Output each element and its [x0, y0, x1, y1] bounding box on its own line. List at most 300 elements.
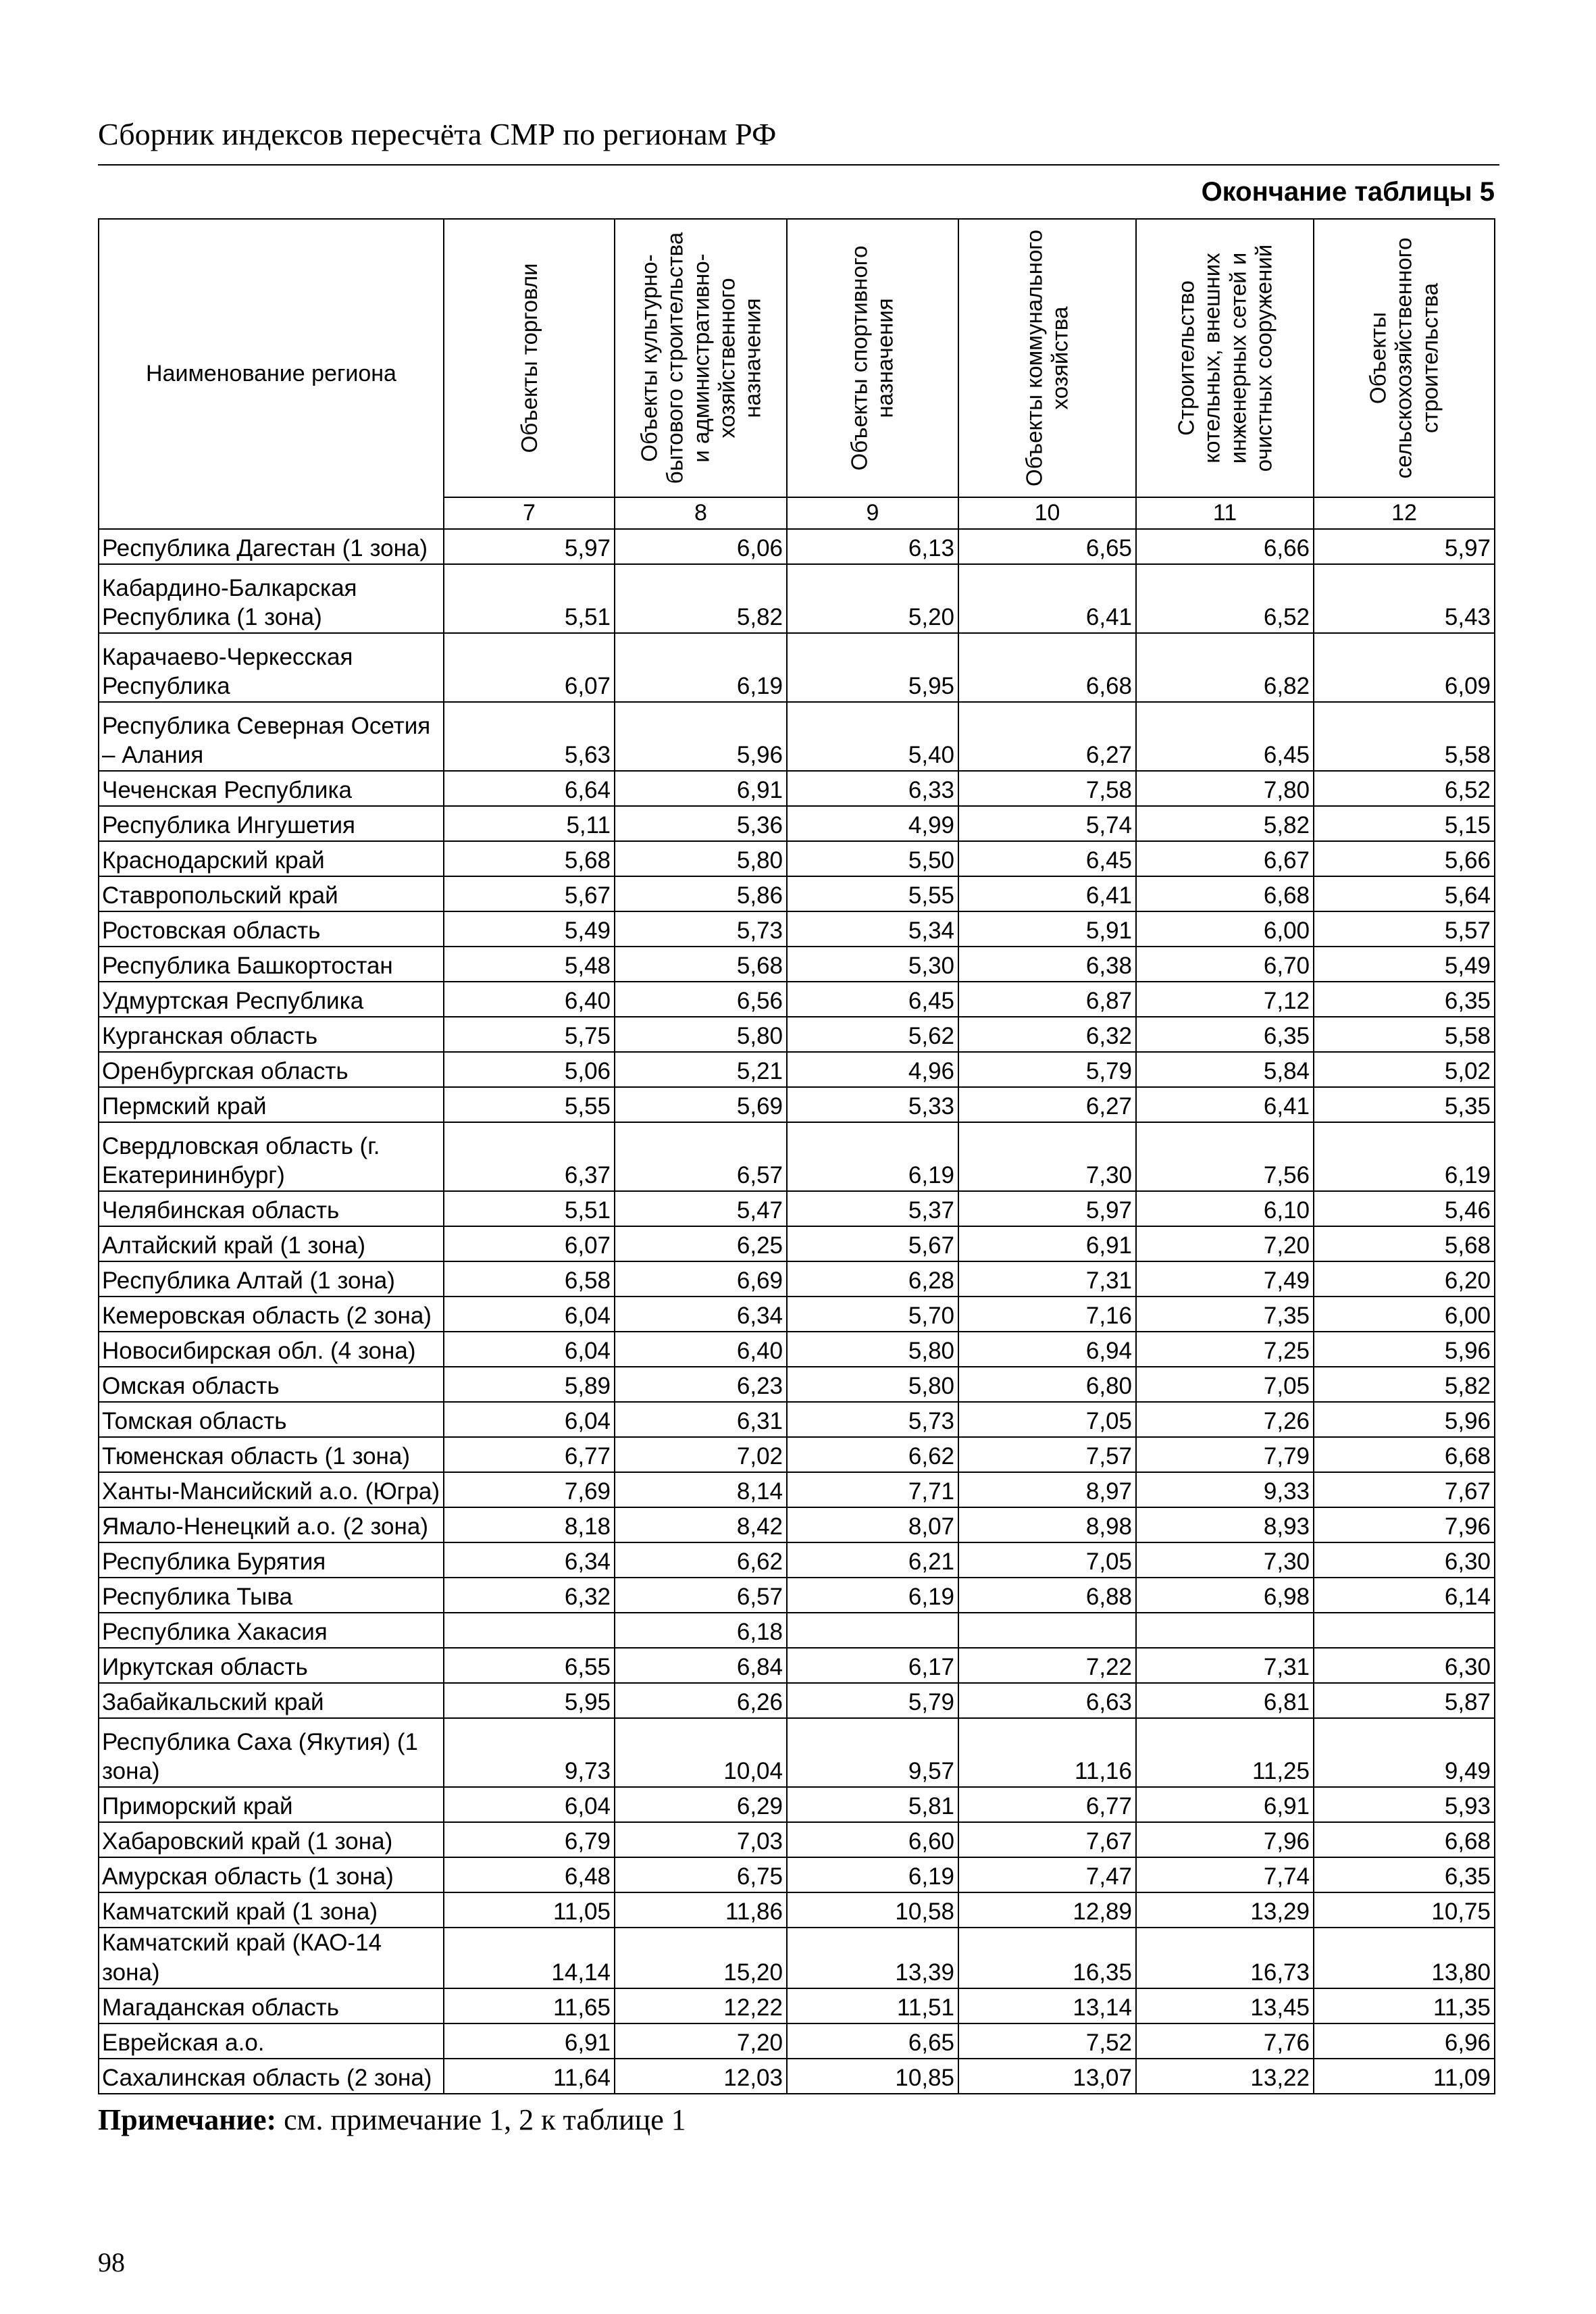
table-note: [98, 2103, 686, 2137]
index-value-cell: 6,35: [1314, 982, 1495, 1017]
index-value-cell: 5,96: [1314, 1402, 1495, 1437]
index-value-cell: 5,68: [1314, 1226, 1495, 1261]
index-value-cell: 6,04: [444, 1332, 615, 1367]
table-row: [99, 1261, 1495, 1297]
index-value-cell: 7,56: [1136, 1122, 1314, 1191]
index-value-cell: 5,79: [787, 1683, 958, 1718]
table-row: [99, 1988, 1495, 2023]
index-value-cell: 6,40: [444, 982, 615, 1017]
index-value-cell: 5,70: [787, 1297, 958, 1332]
column-number: 12: [1314, 497, 1495, 529]
index-value-cell: 5,33: [787, 1087, 958, 1122]
index-value-cell: 7,30: [1136, 1542, 1314, 1578]
column-number: 11: [1136, 497, 1314, 529]
index-value-cell: 6,26: [615, 1683, 787, 1718]
region-name-cell: Забайкальский край: [99, 1683, 444, 1718]
index-value-cell: 5,58: [1314, 702, 1495, 771]
region-name-cell: Кемеровская область (2 зона): [99, 1297, 444, 1332]
index-value-cell: 10,04: [615, 1718, 787, 1787]
index-value-cell: 6,35: [1314, 1857, 1495, 1892]
region-name-cell: Омская область: [99, 1367, 444, 1402]
index-value-cell: 6,69: [615, 1261, 787, 1297]
index-value-cell: 9,49: [1314, 1718, 1495, 1787]
index-value-cell: 6,19: [1314, 1122, 1495, 1191]
table-row: [99, 1226, 1495, 1261]
index-value-cell: 11,05: [444, 1892, 615, 1928]
index-value-cell: 6,29: [615, 1787, 787, 1822]
table-row: [99, 1928, 1495, 1988]
index-value-cell: 6,57: [615, 1578, 787, 1613]
index-value-cell: 5,91: [958, 911, 1136, 947]
table-row: [99, 2023, 1495, 2059]
region-name-cell: Оренбургская область: [99, 1052, 444, 1087]
index-value-cell: 13,29: [1136, 1892, 1314, 1928]
column-header-communal: [958, 219, 1136, 497]
index-value-cell: 5,06: [444, 1052, 615, 1087]
table-row: [99, 1578, 1495, 1613]
index-value-cell: 6,45: [787, 982, 958, 1017]
index-value-cell: 6,87: [958, 982, 1136, 1017]
region-name-cell: Алтайский край (1 зона): [99, 1226, 444, 1261]
region-name-cell: Новосибирская обл. (4 зона): [99, 1332, 444, 1367]
index-value-cell: 11,86: [615, 1892, 787, 1928]
index-value-cell: 5,75: [444, 1017, 615, 1052]
index-value-cell: 6,64: [444, 771, 615, 806]
index-value-cell: 7,20: [615, 2023, 787, 2059]
running-title: Сборник индексов пересчёта СМР по регионам РФ: [98, 117, 777, 151]
index-value-cell: 7,47: [958, 1857, 1136, 1892]
table-row: [99, 1892, 1495, 1928]
index-value-cell: 11,09: [1314, 2059, 1495, 2094]
index-value-cell: 6,07: [444, 1226, 615, 1261]
region-name-cell: Челябинская область: [99, 1191, 444, 1226]
index-value-cell: 6,34: [615, 1297, 787, 1332]
index-value-cell: 5,46: [1314, 1191, 1495, 1226]
index-value-cell: 5,48: [444, 947, 615, 982]
index-value-cell: 5,96: [615, 702, 787, 771]
table-row: [99, 1542, 1495, 1578]
column-header-label: Строительство котельных, внешних инженерных сетей и очистных сооружений: [1173, 244, 1276, 472]
table-row: [99, 1613, 1495, 1648]
index-value-cell: [1314, 1613, 1495, 1648]
index-value-cell: 12,22: [615, 1988, 787, 2023]
index-value-cell: 6,33: [787, 771, 958, 806]
index-value-cell: 5,80: [787, 1367, 958, 1402]
index-value-cell: 7,79: [1136, 1437, 1314, 1472]
region-name-cell: Кабардино-Балкарская Республика (1 зона): [99, 564, 444, 633]
index-value-cell: 7,96: [1136, 1822, 1314, 1857]
index-value-cell: 6,77: [958, 1787, 1136, 1822]
table-row: [99, 1857, 1495, 1892]
region-name-cell: Магаданская область: [99, 1988, 444, 2023]
index-value-cell: 9,57: [787, 1718, 958, 1787]
index-value-cell: 13,07: [958, 2059, 1136, 2094]
index-value-cell: 7,31: [958, 1261, 1136, 1297]
region-name-cell: Ростовская область: [99, 911, 444, 947]
table-row: [99, 1822, 1495, 1857]
region-name-cell: Томская область: [99, 1402, 444, 1437]
column-header-label: Объекты спортивного назначения: [846, 245, 898, 471]
index-value-cell: 5,68: [615, 947, 787, 982]
column-header-boilers: [1136, 219, 1314, 497]
region-name-cell: Пермский край: [99, 1087, 444, 1122]
column-header-label: Объекты сельскохозяйственного строительства: [1365, 237, 1443, 479]
index-value-cell: 6,48: [444, 1857, 615, 1892]
index-value-cell: 7,80: [1136, 771, 1314, 806]
index-value-cell: [958, 1613, 1136, 1648]
index-value-cell: 5,73: [787, 1402, 958, 1437]
index-value-cell: 5,96: [1314, 1332, 1495, 1367]
index-value-cell: 6,63: [958, 1683, 1136, 1718]
index-value-cell: 6,20: [1314, 1261, 1495, 1297]
index-value-cell: 4,99: [787, 806, 958, 841]
region-name-cell: Ханты-Мансийский а.о. (Югра): [99, 1472, 444, 1507]
index-value-cell: 6,27: [958, 702, 1136, 771]
column-header-cultural: [615, 219, 787, 497]
index-value-cell: 7,74: [1136, 1857, 1314, 1892]
column-number: 10: [958, 497, 1136, 529]
table-row: [99, 2059, 1495, 2094]
index-value-cell: 8,14: [615, 1472, 787, 1507]
region-name-cell: Тюменская область (1 зона): [99, 1437, 444, 1472]
table-row: [99, 1052, 1495, 1087]
index-value-cell: 15,20: [615, 1928, 787, 1988]
index-value-cell: 5,20: [787, 564, 958, 633]
index-value-cell: 7,71: [787, 1472, 958, 1507]
index-value-cell: 6,81: [1136, 1683, 1314, 1718]
index-value-cell: 7,12: [1136, 982, 1314, 1017]
region-name-cell: Республика Северная Осетия – Алания: [99, 702, 444, 771]
index-value-cell: 6,68: [958, 633, 1136, 702]
header-rule: [98, 164, 1499, 166]
index-value-cell: 6,27: [958, 1087, 1136, 1122]
region-name-cell: Республика Бурятия: [99, 1542, 444, 1578]
index-value-cell: 8,93: [1136, 1507, 1314, 1542]
table-row: [99, 1087, 1495, 1122]
index-value-cell: 5,97: [444, 529, 615, 564]
index-value-cell: 5,84: [1136, 1052, 1314, 1087]
table-row: [99, 1787, 1495, 1822]
index-value-cell: 7,58: [958, 771, 1136, 806]
index-value-cell: 6,79: [444, 1822, 615, 1857]
index-value-cell: 7,16: [958, 1297, 1136, 1332]
index-value-cell: 11,16: [958, 1718, 1136, 1787]
index-value-cell: 11,65: [444, 1988, 615, 2023]
region-name-cell: Республика Саха (Якутия) (1 зона): [99, 1718, 444, 1787]
index-value-cell: 6,40: [615, 1332, 787, 1367]
table-row: [99, 564, 1495, 633]
index-value-cell: 5,95: [444, 1683, 615, 1718]
index-value-cell: 6,37: [444, 1122, 615, 1191]
index-value-cell: 6,09: [1314, 633, 1495, 702]
index-value-cell: 11,25: [1136, 1718, 1314, 1787]
column-header-label: Объекты культурно-бытового строительства и административно-хозяйственного назначения: [636, 232, 765, 484]
index-value-cell: 5,51: [444, 564, 615, 633]
index-value-cell: 5,80: [615, 841, 787, 876]
index-value-cell: 5,02: [1314, 1052, 1495, 1087]
region-name-cell: Иркутская область: [99, 1648, 444, 1683]
index-value-cell: 7,67: [1314, 1472, 1495, 1507]
index-value-cell: 6,66: [1136, 529, 1314, 564]
column-number: 9: [787, 497, 958, 529]
index-value-cell: 6,04: [444, 1787, 615, 1822]
index-value-cell: 8,07: [787, 1507, 958, 1542]
index-value-cell: 6,35: [1136, 1017, 1314, 1052]
index-value-cell: 13,14: [958, 1988, 1136, 2023]
index-value-cell: 6,21: [787, 1542, 958, 1578]
region-name-cell: Республика Дагестан (1 зона): [99, 529, 444, 564]
index-value-cell: 7,67: [958, 1822, 1136, 1857]
index-value-cell: 6,70: [1136, 947, 1314, 982]
index-value-cell: 5,40: [787, 702, 958, 771]
index-value-cell: 11,64: [444, 2059, 615, 2094]
index-value-cell: 6,41: [1136, 1087, 1314, 1122]
column-header-label: Объекты торговли: [516, 263, 542, 453]
column-header-trade: [444, 219, 615, 497]
table-row: [99, 771, 1495, 806]
index-value-cell: 5,97: [958, 1191, 1136, 1226]
index-value-cell: 8,18: [444, 1507, 615, 1542]
coefficients-table: [98, 218, 1495, 2094]
index-value-cell: 11,51: [787, 1988, 958, 2023]
index-value-cell: 6,68: [1314, 1822, 1495, 1857]
table-row: [99, 911, 1495, 947]
table-body: [99, 529, 1495, 2094]
index-value-cell: 6,56: [615, 982, 787, 1017]
index-value-cell: 6,82: [1136, 633, 1314, 702]
region-name-cell: Ямало-Ненецкий а.о. (2 зона): [99, 1507, 444, 1542]
column-header-label: Объекты коммунального хозяйства: [1021, 230, 1073, 486]
index-value-cell: 6,91: [1136, 1787, 1314, 1822]
table-row: [99, 1332, 1495, 1367]
index-value-cell: 7,02: [615, 1437, 787, 1472]
index-value-cell: 5,63: [444, 702, 615, 771]
index-value-cell: 5,50: [787, 841, 958, 876]
region-name-cell: Краснодарский край: [99, 841, 444, 876]
column-header-agricultural: [1314, 219, 1495, 497]
table-row: [99, 1017, 1495, 1052]
index-value-cell: 7,22: [958, 1648, 1136, 1683]
index-value-cell: 6,67: [1136, 841, 1314, 876]
index-value-cell: 5,21: [615, 1052, 787, 1087]
table-row: [99, 1472, 1495, 1507]
table-row: [99, 1367, 1495, 1402]
table-row: [99, 1297, 1495, 1332]
index-value-cell: 6,13: [787, 529, 958, 564]
index-value-cell: 5,82: [1314, 1367, 1495, 1402]
region-name-cell: Ставропольский край: [99, 876, 444, 911]
index-value-cell: 7,26: [1136, 1402, 1314, 1437]
index-value-cell: 6,41: [958, 564, 1136, 633]
index-value-cell: 5,82: [1136, 806, 1314, 841]
index-value-cell: 6,91: [615, 771, 787, 806]
region-name-cell: Хабаровский край (1 зона): [99, 1822, 444, 1857]
index-value-cell: 6,55: [444, 1648, 615, 1683]
index-value-cell: 16,73: [1136, 1928, 1314, 1988]
index-value-cell: 5,80: [787, 1332, 958, 1367]
index-value-cell: 5,69: [615, 1087, 787, 1122]
index-value-cell: 6,58: [444, 1261, 615, 1297]
index-value-cell: 6,00: [1136, 911, 1314, 947]
index-value-cell: 5,55: [787, 876, 958, 911]
index-value-cell: 13,22: [1136, 2059, 1314, 2094]
index-value-cell: 7,05: [958, 1542, 1136, 1578]
index-value-cell: 7,25: [1136, 1332, 1314, 1367]
table-row: [99, 1402, 1495, 1437]
index-value-cell: 6,62: [787, 1437, 958, 1472]
index-value-cell: 7,35: [1136, 1297, 1314, 1332]
table-row: [99, 1191, 1495, 1226]
index-value-cell: 9,33: [1136, 1472, 1314, 1507]
index-value-cell: 5,62: [787, 1017, 958, 1052]
index-value-cell: 6,38: [958, 947, 1136, 982]
index-value-cell: 5,30: [787, 947, 958, 982]
index-value-cell: 7,76: [1136, 2023, 1314, 2059]
index-value-cell: 7,05: [958, 1402, 1136, 1437]
index-value-cell: 6,28: [787, 1261, 958, 1297]
index-value-cell: 6,77: [444, 1437, 615, 1472]
index-value-cell: 5,51: [444, 1191, 615, 1226]
index-value-cell: 6,17: [787, 1648, 958, 1683]
index-value-cell: 13,45: [1136, 1988, 1314, 2023]
column-number: 7: [444, 497, 615, 529]
index-value-cell: 6,14: [1314, 1578, 1495, 1613]
index-value-cell: 7,49: [1136, 1261, 1314, 1297]
region-name-cell: Сахалинская область (2 зона): [99, 2059, 444, 2094]
index-value-cell: 6,80: [958, 1367, 1136, 1402]
index-value-cell: 10,75: [1314, 1892, 1495, 1928]
index-value-cell: 7,31: [1136, 1648, 1314, 1683]
table-row: [99, 1507, 1495, 1542]
index-value-cell: 7,30: [958, 1122, 1136, 1191]
index-value-cell: 12,03: [615, 2059, 787, 2094]
index-value-cell: 6,57: [615, 1122, 787, 1191]
index-value-cell: 6,91: [444, 2023, 615, 2059]
index-value-cell: 14,14: [444, 1928, 615, 1988]
index-value-cell: 6,65: [958, 529, 1136, 564]
index-value-cell: 5,49: [444, 911, 615, 947]
index-value-cell: 8,42: [615, 1507, 787, 1542]
table-row: [99, 841, 1495, 876]
index-value-cell: 5,89: [444, 1367, 615, 1402]
region-name-cell: Республика Хакасия: [99, 1613, 444, 1648]
index-value-cell: 5,86: [615, 876, 787, 911]
index-value-cell: 6,30: [1314, 1542, 1495, 1578]
index-value-cell: 6,88: [958, 1578, 1136, 1613]
region-name-cell: Еврейская а.о.: [99, 2023, 444, 2059]
region-name-cell: Амурская область (1 зона): [99, 1857, 444, 1892]
index-value-cell: 6,45: [1136, 702, 1314, 771]
index-value-cell: 6,04: [444, 1297, 615, 1332]
index-value-cell: 5,67: [444, 876, 615, 911]
index-value-cell: 6,18: [615, 1613, 787, 1648]
index-value-cell: 13,80: [1314, 1928, 1495, 1988]
index-value-cell: 5,97: [1314, 529, 1495, 564]
region-name-cell: Приморский край: [99, 1787, 444, 1822]
index-value-cell: 5,74: [958, 806, 1136, 841]
index-value-cell: 6,91: [958, 1226, 1136, 1261]
region-name-cell: Республика Башкортостан: [99, 947, 444, 982]
region-name-cell: Республика Ингушетия: [99, 806, 444, 841]
table-row: [99, 529, 1495, 564]
table-row: [99, 806, 1495, 841]
index-value-cell: 6,62: [615, 1542, 787, 1578]
index-value-cell: 12,89: [958, 1892, 1136, 1928]
index-value-cell: 6,52: [1136, 564, 1314, 633]
index-value-cell: 6,68: [1314, 1437, 1495, 1472]
region-name-cell: Свердловская область (г. Екатерининбург): [99, 1122, 444, 1191]
index-value-cell: 6,68: [1136, 876, 1314, 911]
index-value-cell: 5,37: [787, 1191, 958, 1226]
index-value-cell: 5,68: [444, 841, 615, 876]
index-value-cell: 6,96: [1314, 2023, 1495, 2059]
page-number: 98: [98, 2247, 125, 2278]
table-row: [99, 633, 1495, 702]
index-value-cell: 5,73: [615, 911, 787, 947]
index-value-cell: 5,80: [615, 1017, 787, 1052]
index-value-cell: 6,45: [958, 841, 1136, 876]
index-value-cell: 6,07: [444, 633, 615, 702]
column-header-sport: [787, 219, 958, 497]
index-value-cell: 7,05: [1136, 1367, 1314, 1402]
index-value-cell: 7,52: [958, 2023, 1136, 2059]
index-value-cell: 6,30: [1314, 1648, 1495, 1683]
table-row: [99, 876, 1495, 911]
table-row: [99, 1648, 1495, 1683]
index-value-cell: 6,04: [444, 1402, 615, 1437]
region-name-cell: Камчатский край (1 зона): [99, 1892, 444, 1928]
index-value-cell: 5,58: [1314, 1017, 1495, 1052]
region-column-header: Наименование региона: [99, 219, 444, 529]
index-value-cell: 5,79: [958, 1052, 1136, 1087]
index-value-cell: 7,57: [958, 1437, 1136, 1472]
index-value-cell: 5,11: [444, 806, 615, 841]
index-value-cell: 6,10: [1136, 1191, 1314, 1226]
region-name-cell: Удмуртская Республика: [99, 982, 444, 1017]
index-value-cell: 10,58: [787, 1892, 958, 1928]
region-name-cell: Карачаево-Черкесская Республика: [99, 633, 444, 702]
index-value-cell: 6,32: [958, 1017, 1136, 1052]
index-value-cell: 10,85: [787, 2059, 958, 2094]
index-value-cell: 5,43: [1314, 564, 1495, 633]
note-label: Примечание:: [98, 2103, 277, 2136]
index-value-cell: 6,52: [1314, 771, 1495, 806]
index-value-cell: 6,19: [787, 1857, 958, 1892]
index-value-cell: 9,73: [444, 1718, 615, 1787]
index-value-cell: 6,31: [615, 1402, 787, 1437]
index-value-cell: 6,84: [615, 1648, 787, 1683]
index-value-cell: 5,87: [1314, 1683, 1495, 1718]
table-row: [99, 1683, 1495, 1718]
index-value-cell: 7,96: [1314, 1507, 1495, 1542]
region-name-cell: Камчатский край (КАО-14 зона): [99, 1928, 444, 1988]
index-value-cell: 6,32: [444, 1578, 615, 1613]
index-value-cell: 5,15: [1314, 806, 1495, 841]
index-value-cell: 8,98: [958, 1507, 1136, 1542]
index-value-cell: 13,39: [787, 1928, 958, 1988]
note-text: см. примечание 1, 2 к таблице 1: [276, 2103, 686, 2136]
index-value-cell: 11,35: [1314, 1988, 1495, 2023]
index-value-cell: 5,57: [1314, 911, 1495, 947]
index-value-cell: 5,55: [444, 1087, 615, 1122]
column-header-row: [99, 219, 1495, 497]
index-value-cell: 6,25: [615, 1226, 787, 1261]
index-value-cell: [787, 1613, 958, 1648]
index-value-cell: 16,35: [958, 1928, 1136, 1988]
region-name-cell: Республика Тыва: [99, 1578, 444, 1613]
index-value-cell: 5,95: [787, 633, 958, 702]
index-value-cell: [1136, 1613, 1314, 1648]
